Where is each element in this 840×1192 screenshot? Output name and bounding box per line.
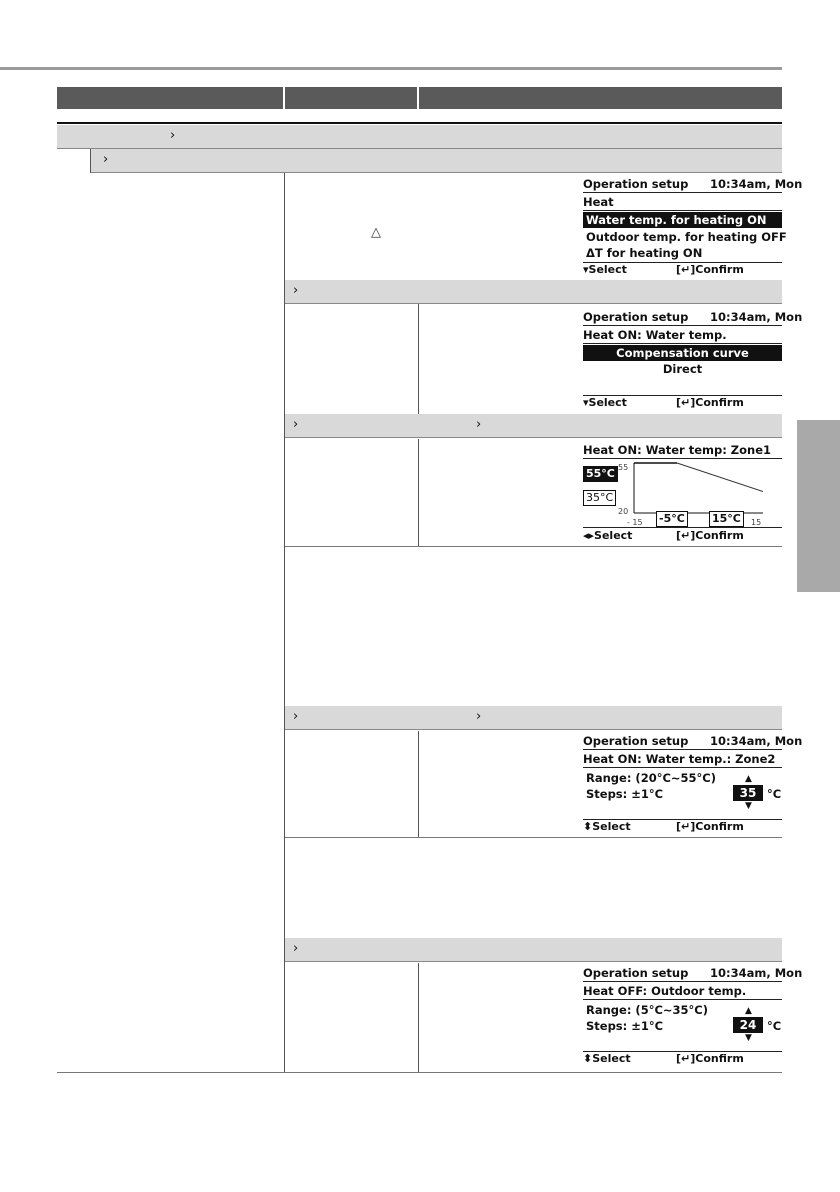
chevron-right-icon: › (293, 283, 299, 298)
lcd-screen-zone2-water (583, 733, 803, 835)
down-arrow-icon: ▾ (583, 263, 589, 276)
confirm-hint (676, 1051, 744, 1067)
chevron-right-icon: › (293, 941, 299, 956)
option-selected[interactable] (583, 345, 782, 361)
table-header-col2 (285, 87, 417, 109)
row-rule (285, 546, 782, 547)
screen-title: Operation setup (583, 177, 689, 191)
divider (583, 999, 782, 1000)
divider (583, 767, 782, 768)
chevron-right-icon: › (293, 417, 299, 432)
divider (583, 325, 782, 326)
chevron-right-icon: › (476, 709, 482, 724)
col-line (418, 439, 419, 546)
select-label: Select (592, 1052, 631, 1065)
divider (583, 749, 782, 750)
y-min-tick: 20 (618, 507, 629, 516)
select-hint (583, 819, 631, 835)
up-down-arrows-icon: ⬍ (583, 1052, 593, 1065)
enter-icon: [↵] (676, 820, 696, 833)
top-rule (0, 67, 782, 70)
side-tab (797, 420, 840, 592)
lcd-screen-heat-on-water (583, 309, 803, 411)
down-arrow-icon[interactable]: ▼ (745, 801, 752, 811)
menu-item-selected[interactable] (583, 212, 782, 228)
divider (583, 981, 782, 982)
screen-time: 10:34am, Mon (710, 310, 803, 324)
curve-segment-slope (677, 463, 763, 492)
screen-subtitle: Heat OFF: Outdoor temp. (583, 984, 747, 998)
table-header-col3 (419, 87, 782, 109)
select-label: Select (588, 263, 627, 276)
screen-subtitle: Heat ON: Water temp. (583, 328, 727, 342)
divider (583, 192, 782, 193)
section-bar-3 (285, 280, 782, 304)
confirm-hint (676, 528, 744, 544)
col-line (418, 304, 419, 414)
up-arrow-icon[interactable]: ▲ (745, 774, 752, 784)
mode-label: Heat (583, 195, 614, 209)
screen-title: Heat ON: Water temp: Zone1 (583, 443, 772, 457)
steps-label: Steps: ±1°C (586, 787, 664, 801)
enter-icon: [↵] (676, 396, 696, 409)
confirm-label: Confirm (695, 529, 744, 542)
up-down-arrows-icon: ⬍ (583, 820, 593, 833)
divider (583, 210, 782, 211)
select-label: Select (592, 820, 631, 833)
screen-title: Operation setup (583, 310, 689, 324)
select-label: Select (588, 396, 627, 409)
table-header-col1 (57, 87, 283, 109)
high-temp-box[interactable]: 55°C (583, 466, 618, 482)
row-rule (285, 837, 782, 838)
select-hint (583, 395, 627, 411)
steps-label: Steps: ±1°C (586, 1019, 664, 1033)
chevron-right-icon: › (103, 152, 109, 167)
section-bar-1 (57, 125, 782, 149)
value-field[interactable]: 35 (733, 785, 763, 801)
value-field[interactable]: 24 (733, 1017, 763, 1033)
col-line (418, 731, 419, 837)
menu-item[interactable]: Outdoor temp. for heating OFF (586, 230, 787, 244)
screen-time: 10:34am, Mon (710, 966, 803, 980)
confirm-label: Confirm (695, 263, 744, 276)
option-label: Compensation curve (616, 346, 749, 360)
section-bar-6 (285, 938, 782, 962)
menu-item-label: Water temp. for heating ON (586, 213, 767, 227)
down-arrow-icon[interactable]: ▼ (745, 1033, 752, 1043)
range-label: Range: (20°C~55°C) (586, 771, 716, 785)
lcd-screen-compensation-curve (583, 442, 782, 544)
screen-subtitle: Heat ON: Water temp.: Zone2 (583, 752, 776, 766)
col-line (418, 963, 419, 1072)
triangle-icon: △ (371, 225, 381, 240)
unit-label: °C (767, 787, 782, 801)
lcd-screen-heat-off-outdoor (583, 965, 803, 1067)
unit-label: °C (767, 1019, 782, 1033)
low-temp-box[interactable]: 35°C (583, 490, 616, 506)
select-hint (583, 262, 627, 278)
lcd-screen-heat-menu (583, 176, 803, 278)
select-hint (583, 1051, 631, 1067)
down-arrow-icon: ▾ (583, 396, 589, 409)
chevron-right-icon: › (170, 128, 176, 143)
section-bar-2 (91, 149, 782, 173)
confirm-hint (676, 819, 744, 835)
confirm-label: Confirm (695, 396, 744, 409)
chevron-right-icon: › (293, 709, 299, 724)
high-outdoor-box[interactable]: 15°C (709, 511, 744, 527)
section-bar-5 (285, 706, 782, 730)
screen-title: Operation setup (583, 734, 689, 748)
enter-icon: [↵] (676, 1052, 696, 1065)
table-bottom-rule (57, 1072, 782, 1073)
low-outdoor-box[interactable]: -5°C (656, 511, 688, 527)
enter-icon: [↵] (676, 529, 696, 542)
confirm-hint (676, 262, 744, 278)
x-max-tick: 15 (751, 518, 762, 527)
col-line (90, 149, 91, 173)
select-hint (583, 528, 632, 544)
divider (583, 343, 782, 344)
up-arrow-icon[interactable]: ▲ (745, 1006, 752, 1016)
screen-time: 10:34am, Mon (710, 734, 803, 748)
menu-item[interactable]: ΔT for heating ON (586, 246, 703, 260)
y-max-tick: 55 (618, 463, 629, 472)
range-label: Range: (5°C~35°C) (586, 1003, 708, 1017)
screen-title: Operation setup (583, 966, 689, 980)
confirm-label: Confirm (695, 820, 744, 833)
screen-time: 10:34am, Mon (710, 177, 803, 191)
select-label: Select (594, 529, 633, 542)
left-right-arrows-icon: ◂▸ (583, 529, 595, 542)
section-bar-4 (285, 414, 782, 438)
x-min-tick: - 15 (627, 518, 643, 527)
section-rule (57, 122, 782, 124)
enter-icon: [↵] (676, 263, 696, 276)
confirm-hint (676, 395, 744, 411)
chevron-right-icon: › (476, 417, 482, 432)
option[interactable]: Direct (662, 362, 703, 376)
confirm-label: Confirm (695, 1052, 744, 1065)
